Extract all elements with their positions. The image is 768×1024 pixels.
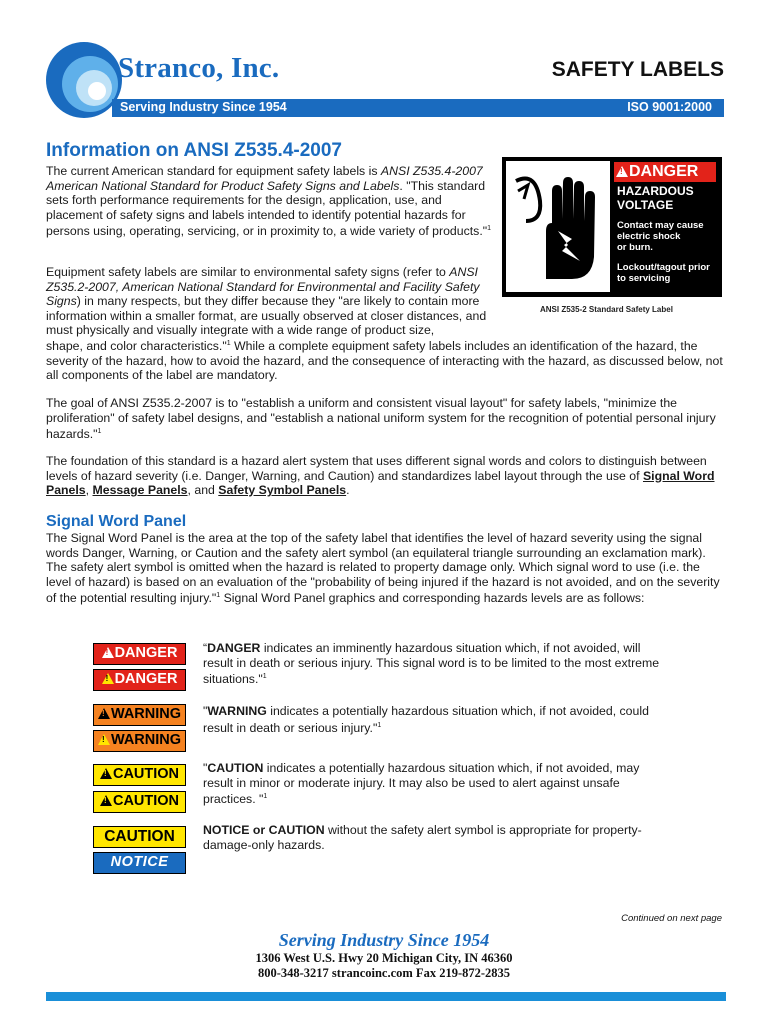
paragraph-goal: The goal of ANSI Z535.2-2007 is to "establish a uniform and consistent visual layout" for safety labels, "minimize the proliferation" of safety label designs, and "establish a national uniform system for the recognition of potential personal injury hazards."$^1$ <box>46 396 716 442</box>
caution-panel-black-alert: ! CAUTION <box>93 764 186 786</box>
header-tagline: Serving Industry Since 1954 <box>120 100 287 114</box>
header-bar <box>112 99 724 117</box>
footer-contact: 800-348-3217 strancoinc.com Fax 219-872-2835 <box>257 966 511 980</box>
paragraph-foundation: The foundation of this standard is a hazard alert system that uses different signal words and colors to distinguish between levels of hazard severity (i.e. Danger, Warning, and Caution) and standardizes label layout through the use of Signal Word Panels, Message Panels, and Safety Symbol Panels. <box>46 454 715 497</box>
company-name: Stranco, Inc. <box>118 52 280 84</box>
danger-description: “DANGER indicates an imminently hazardous situation which, if not avoided, will result in death or serious injury. This signal word is to be limited to the most extreme situations."$^1$ <box>203 641 660 687</box>
caution-panel-outline-alert: ! CAUTION <box>93 791 186 813</box>
section-heading-ansi: Information on ANSI Z535.4-2007 <box>46 140 342 161</box>
section-heading-signal-word: Signal Word Panel <box>46 513 187 530</box>
image-caption: ANSI Z535-2 Standard Safety Label <box>540 305 673 314</box>
danger-panel-white-alert: ! DANGER <box>93 643 186 665</box>
footer-bar <box>46 992 726 1001</box>
danger-signal-header: ! DANGER <box>614 162 716 182</box>
warning-panel-yellow-alert: ! WARNING <box>93 730 186 752</box>
document-title: SAFETY LABELS <box>551 58 724 81</box>
notice-panel: NOTICE <box>93 852 186 874</box>
paragraph-intro: The current American standard for equipment safety labels is ANSI Z535.4-2007 American National Standard for Product Safety Signs and Labels. "This standard sets forth performance requirements for the design, application, use, and placement of safety signs and labels intended to identify potential hazards for persons using, operating, servicing, or in proximity to, a wide variety of products."$^1$ <box>46 164 492 239</box>
iso-certification: ISO 9001:2000 <box>627 100 712 114</box>
footer-address: 1306 West U.S. Hwy 20 Michigan City, IN 46360 <box>255 951 513 965</box>
danger-panel-yellow-alert: ! DANGER <box>93 669 186 691</box>
link-safety-symbol-panels[interactable]: Safety Symbol Panels <box>218 483 347 497</box>
link-signal-word-panels[interactable]: Signal Word Panels <box>46 468 715 497</box>
footer-tagline: Serving Industry Since 1954 <box>278 930 490 950</box>
hazard-consequence: Contact may cause electric shock or burn. <box>617 220 704 253</box>
caution-description: "CAUTION indicates a potentially hazardous situation which, if not avoided, may result in minor or moderate injury. It may also be used to alert against unsafe practices. "$^1$ <box>203 761 640 807</box>
hazard-title: HAZARDOUS VOLTAGE <box>617 184 694 212</box>
hazard-avoidance: Lockout/tagout prior to servicing <box>617 262 710 284</box>
continued-note: Continued on next page <box>621 913 722 924</box>
paragraph-environmental-cont: shape, and color characteristics."$^1$ While a complete equipment safety labels includes an identification of the hazard, the severity of the hazard, how to avoid the hazard, and the consequence of interacting with the hazard, as discussed below, not all components of the label are mandatory. <box>46 339 723 383</box>
danger-hazardous-voltage-label <box>502 157 722 297</box>
warning-description: "WARNING indicates a potentially hazardous situation which, if not avoided, could result in death or serious injury."$^1$ <box>203 704 649 735</box>
caution-panel-no-symbol: CAUTION <box>93 826 186 848</box>
notice-description: NOTICE or CAUTION without the safety alert symbol is appropriate for property-damage-only hazards. <box>203 823 642 852</box>
warning-panel-black-alert: ! WARNING <box>93 704 186 726</box>
electric-shock-hand-icon <box>506 161 610 292</box>
link-message-panels[interactable]: Message Panels <box>92 483 188 497</box>
paragraph-environmental: Equipment safety labels are similar to environmental safety signs (refer to ANSI Z535.2-2007, American National Standard for Environmental and Facility Safety Signs) in many respects, but they differ because they "are likely to contain more information within a smaller format, are usually observed at closer distances, and must physically and visually integrate with a wide range of product size, <box>46 265 487 337</box>
paragraph-signal-word: The Signal Word Panel is the area at the top of the safety label that identifies the level of hazard severity using the signal words Danger, Warning, or Caution and the safety alert symbol (an equilateral triangle surrounding an exclamation mark). The safety alert symbol is omitted when the hazard is related to property damage only. Which signal word to use (i.e. the level of hazard) is based on an evaluation of the "probability of being injured if the hazard is not avoided, and on the severity of the potential resulting injury."$^1$ Signal Word Panel graphics and corresponding hazards levels are as follows: <box>46 531 720 606</box>
